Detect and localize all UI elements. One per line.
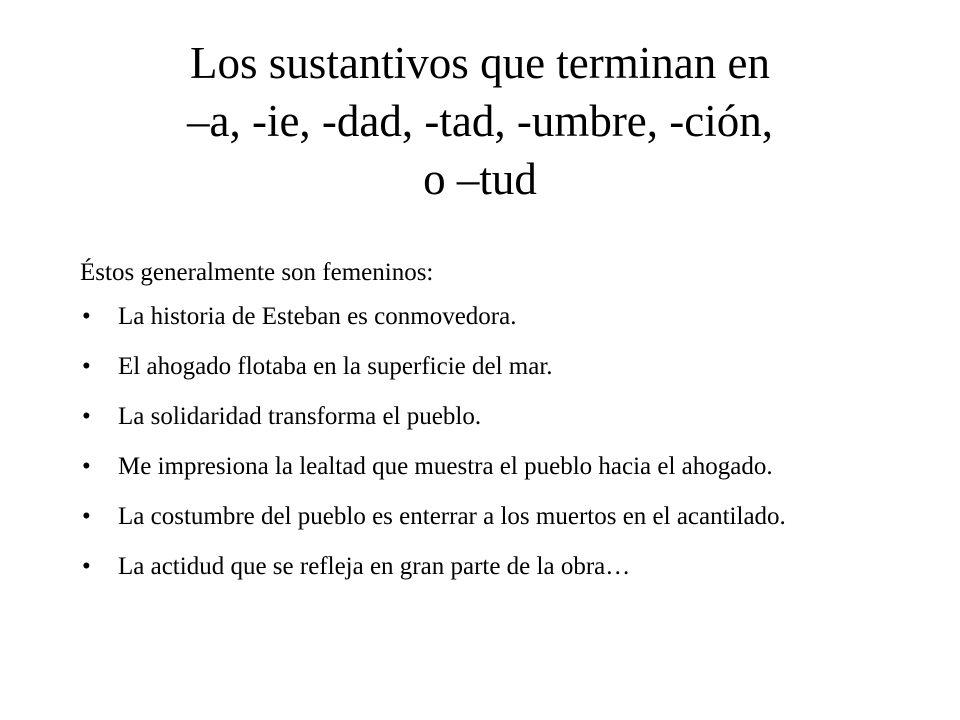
- list-item-text: La actidud que se refleja en gran parte de la obra…: [118, 553, 631, 580]
- title-line-2: –a, -ie, -dad, -tad, -umbre, -ción,: [186, 96, 773, 146]
- bullet-icon: •: [82, 353, 91, 380]
- bullet-list: [80, 303, 920, 581]
- list-item-text: La solidaridad transforma el pueblo.: [118, 403, 482, 430]
- list-item: [80, 353, 920, 381]
- list-item-text: La historia de Esteban es conmovedora.: [118, 303, 517, 330]
- bullet-icon: •: [82, 453, 91, 480]
- list-item-text: Me impresiona la lealtad que muestra el pueblo hacia el ahogado.: [118, 453, 773, 480]
- bullet-icon: •: [82, 503, 91, 530]
- intro-text: Éstos generalmente son femeninos:: [80, 259, 434, 286]
- list-item: [80, 503, 920, 531]
- list-item: [80, 403, 920, 431]
- list-item: [80, 303, 920, 331]
- bullet-icon: •: [82, 303, 91, 330]
- list-item-text: El ahogado flotaba en la superficie del mar.: [118, 353, 553, 380]
- bullet-icon: •: [82, 553, 91, 580]
- list-item: [80, 553, 920, 581]
- slide-body: [80, 258, 920, 603]
- list-item: [80, 453, 920, 481]
- list-item-text: La costumbre del pueblo es enterrar a los muertos en el acantilado.: [118, 503, 786, 530]
- title-line-3: o –tud: [423, 154, 537, 204]
- title-line-1: Los sustantivos que terminan en: [190, 38, 770, 88]
- bullet-icon: •: [82, 403, 91, 430]
- slide-title: [60, 34, 900, 208]
